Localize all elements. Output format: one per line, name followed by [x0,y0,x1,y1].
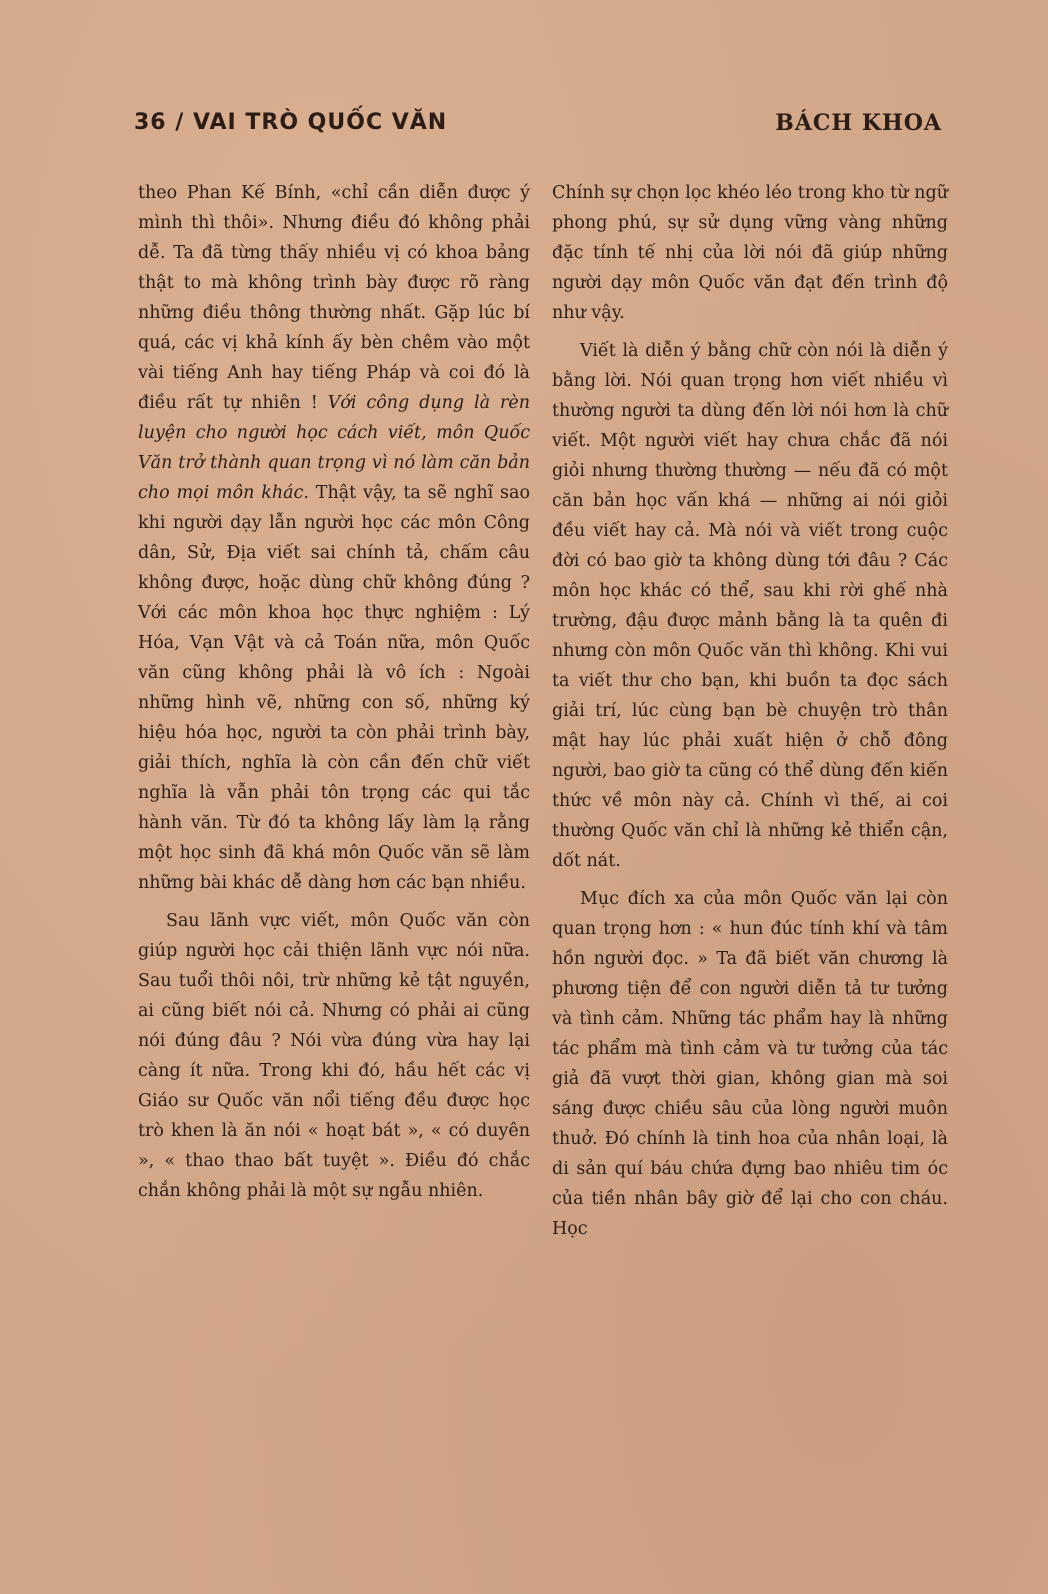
right-paragraph-2: Viết là diễn ý bằng chữ còn nói là diễn ý bằng lời. Nói quan trọng hơn viết nhiều vì thường người ta dùng đến lời nói hơn là chữ viết. Một người viết hay chưa chắc đã nói giỏi nhưng thường thường — nếu đã có một căn bản học vấn khá — những ai nói giỏi đều viết hay cả. Mà nói và viết trong cuộc đời có bao giờ ta không dùng tới đâu ? Các môn học khác có thể, sau khi rời ghế nhà trường, đậu được mảnh bằng là ta quên đi nhưng còn môn Quốc văn thì không. Khi vui ta viết thư cho bạn, khi buồn ta đọc sách giải trí, lúc cùng bạn bè chuyện trò thân mật hay lúc phải xuất hiện ở chỗ đông người, bao giờ ta cũng có thể dùng đến kiến thức về môn này cả. Chính vì thế, ai coi thường Quốc văn chỉ là những kẻ thiển cận, dốt nát. [552,341,948,871]
left-paragraph-1-text-a: theo Phan Kế Bính, «chỉ cần diễn được ý mình thì thôi». Nhưng điều đó không phải dễ. Ta đã từng thấy nhiều vị có khoa bảng thật to mà không trình bày được rõ ràng những điều thông thường nhất. Gặp lúc bí quá, các vị khả kính ấy bèn chêm vào một vài tiếng Anh hay tiếng Pháp và coi đó là điều rất tự nhiên ! [138,183,530,413]
left-paragraph-2: Sau lãnh vực viết, môn Quốc văn còn giúp người học cải thiện lãnh vực nói nữa. Sau tuổi thôi nôi, trừ những kẻ tật nguyền, ai cũng biết nói cả. Nhưng có phải ai cũng nói đúng đâu ? Nói vừa đúng vừa hay lại càng ít nữa. Trong khi đó, hầu hết các vị Giáo sư Quốc văn nổi tiếng đều được học trò khen là ăn nói « hoạt bát », « có duyên », « thao thao bất tuyệt ». Điều đó chắc chắn không phải là một sự ngẫu nhiên. [138,911,530,1201]
left-paragraph-1-text-b: Thật vậy, ta sẽ nghĩ sao khi người dạy lẫn người học các môn Công dân, Sử, Địa viết sai chính tả, chấm câu không được, hoặc dùng chữ không đúng ? Với các môn khoa học thực nghiệm : Lý Hóa, Vạn Vật và cả Toán nữa, môn Quốc văn cũng không phải là vô ích : Ngoài những hình vẽ, những con số, những ký hiệu hóa học, người ta còn phải trình bày, giải thích, nghĩa là còn cần đến chữ viết nghĩa là vẫn phải tôn trọng các qui tắc hành văn. Từ đó ta không lấy làm lạ rằng một học sinh đã khá môn Quốc văn sẽ làm những bài khác dễ dàng hơn các bạn nhiều. [138,483,530,893]
left-paragraph-1-italic: Với công dụng là rèn luyện cho người học cách viết, môn Quốc Văn trở thành quan trọng vì nó làm căn bản cho mọi môn khác. [138,393,530,503]
right-paragraph-1: Chính sự chọn lọc khéo léo trong kho từ ngữ phong phú, sự sử dụng vững vàng những đặc tính tế nhị của lời nói đã giúp những người dạy môn Quốc văn đạt đến trình độ như vậy. [552,183,948,323]
page-header-right: BÁCH KHOA [775,110,942,136]
left-column [138,178,530,1214]
page-header-left: 36 / VAI TRÒ QUỐC VĂN [134,110,448,135]
left-paragraph-1 [138,178,530,898]
right-column [552,178,948,1252]
right-paragraph-3: Mục đích xa của môn Quốc văn lại còn quan trọng hơn : « hun đúc tính khí và tâm hồn người đọc. » Ta đã biết văn chương là phương tiện để con người diễn tả tư tưởng và tình cảm. Những tác phẩm hay là những tác phẩm mà tình cảm và tư tưởng của tác giả đã vượt thời gian, không gian mà soi sáng được chiều sâu của lòng người muôn thuở. Đó chính là tinh hoa của nhân loại, là di sản quí báu chứa đựng bao nhiêu tim óc của tiền nhân bây giờ để lại cho con cháu. Học [552,889,948,1239]
